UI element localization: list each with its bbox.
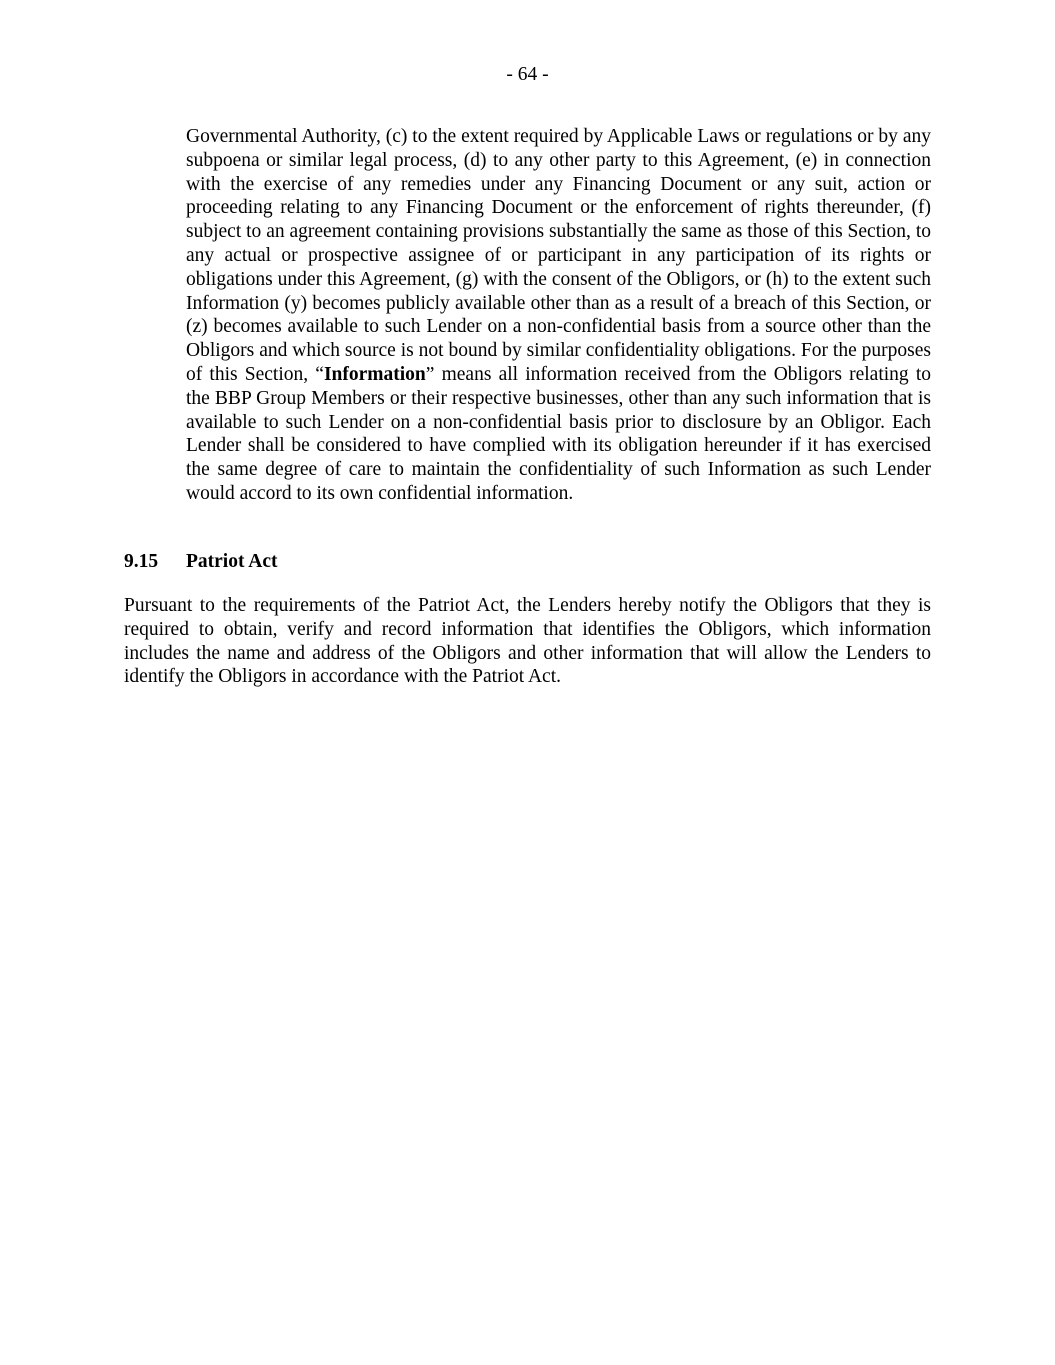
patriot-act-paragraph: Pursuant to the requirements of the Patriot Act, the Lenders hereby notify the Obligors that they is required to obtain, verify and record information that identifies the Obligors, which information includes the name and address of the Obligors and other information that will allow the Lenders to identify the Obligors in accordance with the Patriot Act. xyxy=(124,595,931,688)
confidentiality-paragraph xyxy=(186,125,931,506)
section-title: Patriot Act xyxy=(186,551,278,572)
confidentiality-text-part1: Governmental Authority, (c) to the extent required by Applicable Laws or regulations or by any subpoena or similar legal process, (d) to any other party to this Agreement, (e) in connection with the exercise of any remedies under any Financing Document or any suit, action or proceeding relating to any Financing Document or the enforcement of rights thereunder, (f) subject to an agreement containing provisions substantially the same as those of this Section, to any actual or prospective assignee of or participant in any participation of its rights or obligations under this Agreement, (g) with the consent of the Obligors, or (h) to the extent such Information (y) becomes publicly available other than as a result of a breach of this Section, or (z) becomes available to such Lender on a non-confidential basis from a source other than the Obligors and which source is not bound by similar confidentiality obligations. For the purposes of this Section, “ xyxy=(186,126,931,385)
defined-term-information: Information xyxy=(323,363,426,385)
section-heading xyxy=(124,550,278,574)
section-number: 9.15 xyxy=(124,551,159,572)
confidentiality-text-part2: ” means all information received from the Obligors relating to the BBP Group Members or their respective businesses, other than any such information that is available to such Lender on a non-confidential basis prior to disclosure by an Obligor. Each Lender shall be considered to have complied with its obligation hereunder if it has exercised the same degree of care to maintain the confidentiality of such Information as such Lender would accord to its own confidential information. xyxy=(186,363,931,504)
page-number: - 64 - xyxy=(506,64,549,85)
